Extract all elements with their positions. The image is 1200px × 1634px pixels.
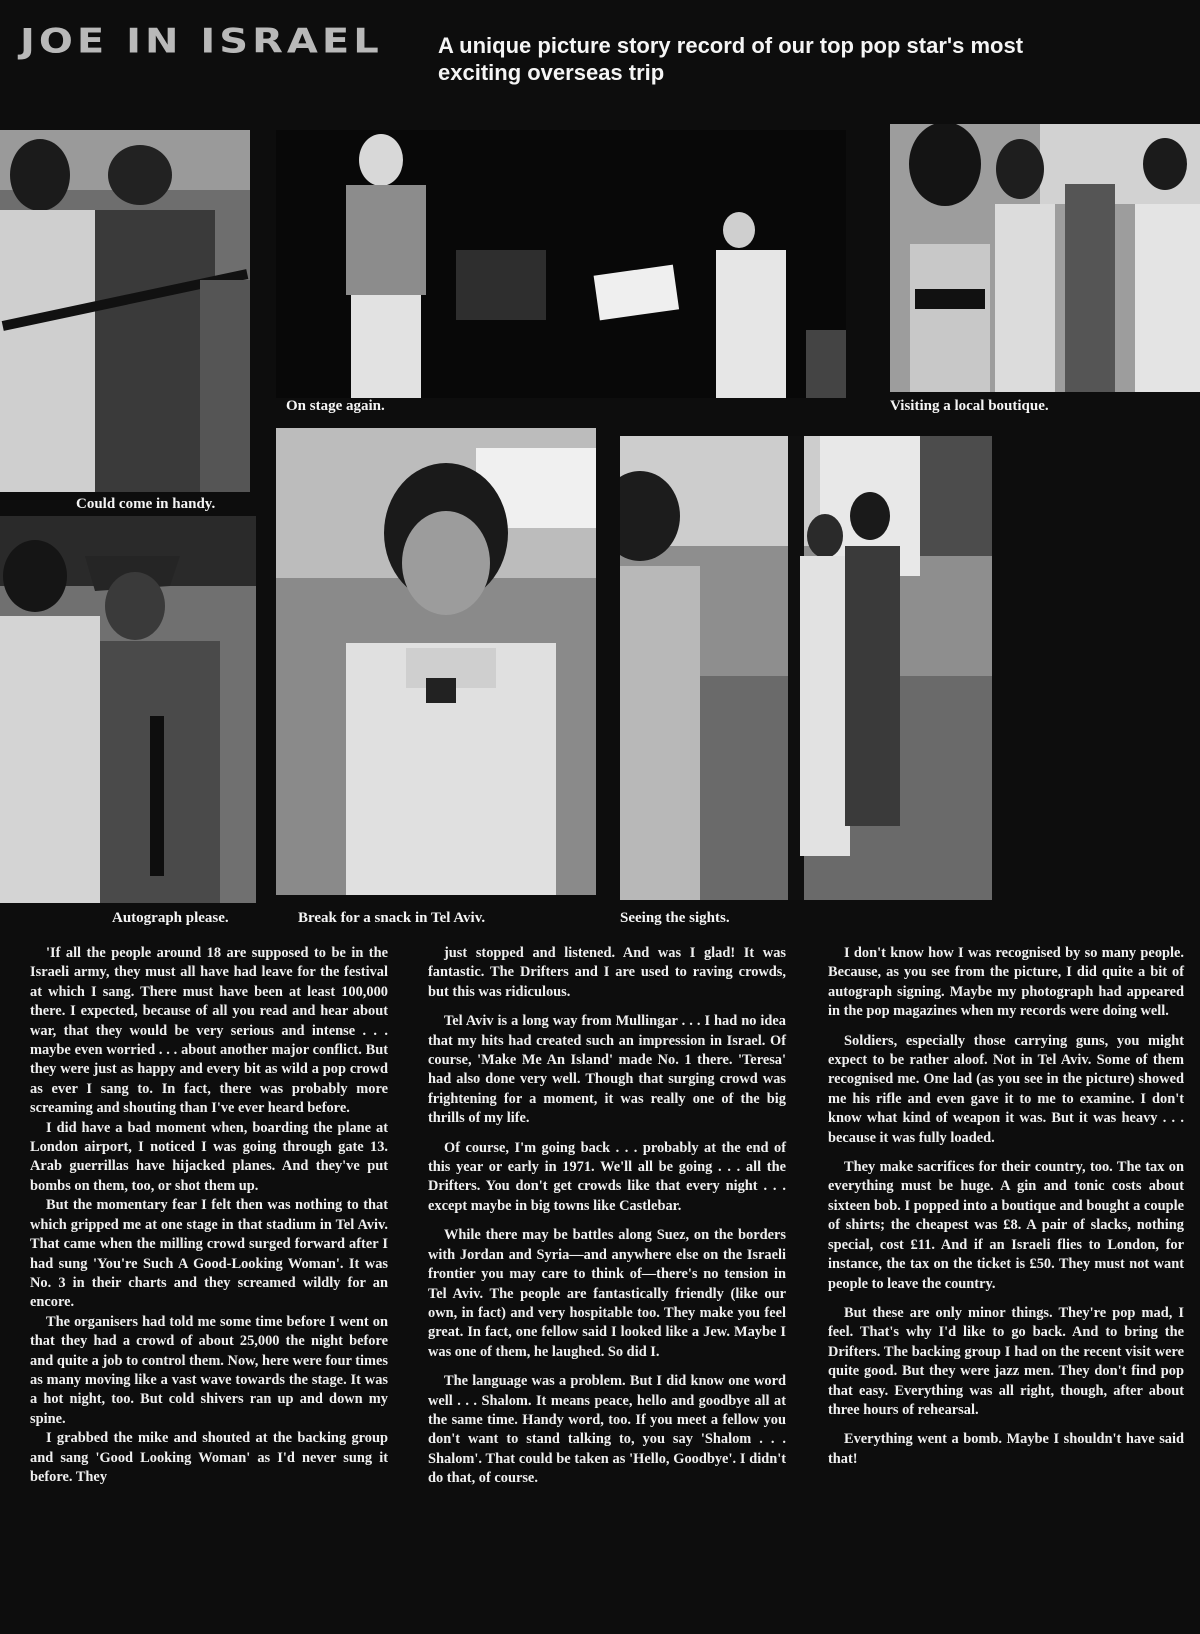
photo-autograph bbox=[0, 516, 256, 903]
caption-snack: Break for a snack in Tel Aviv. bbox=[298, 910, 486, 926]
article-column-2 bbox=[428, 944, 786, 1489]
col1-paragraph: The organisers had told me some time before I went on that they had a crowd of about 25,000 the night before and quite a job to control them. Now, here were four times as many moving like a vast wave towards the stage. It was a hot night, too. But cold shivers ran up and down my spine. bbox=[30, 1313, 388, 1427]
col2-paragraph: Of course, I'm going back . . . probably at the end of this year or early in 1971. We'll all be going . . . all the Drifters. You don't get crowds like that every night . . . except maybe in big towns like Castlebar. bbox=[428, 1139, 786, 1214]
photo-snack-image bbox=[276, 428, 596, 895]
article-column-1 bbox=[30, 944, 388, 1487]
caption-boutique: Visiting a local boutique. bbox=[890, 398, 1049, 414]
photo-rifle bbox=[0, 130, 250, 492]
col3-paragraph: I don't know how I was recognised by so many people. Because, as you see from the picture, I did quite a bit of autograph signing. Maybe my photograph had appeared in the pop magazines when my records were doing well. bbox=[828, 945, 1184, 1020]
col1-paragraph: I grabbed the mike and shouted at the backing group and sang 'Good Looking Woman' as I'd never sung it before. They bbox=[30, 1430, 388, 1485]
col1-paragraph: I did have a bad moment when, boarding the plane at London airport, I noticed I was going through gate 13. Arab guerrillas have hijacked planes. And they've put bombs on them, too, or shot them up. bbox=[30, 1119, 388, 1194]
col3-paragraph: They make sacrifices for their country, too. The tax on everything must be huge. A gin and tonic costs about sixteen bob. I popped into a boutique and bought a couple of shirts; the cheapest was £8. A pair of slacks, nothing special, cost £11. And if an Israeli flies to London, for instance, the tax on the ticket is £50. They must not want people to leave the country. bbox=[828, 1159, 1184, 1292]
caption-stage: On stage again. bbox=[286, 398, 385, 414]
col3-paragraph: Soldiers, especially those carrying guns, you might expect to be rather aloof. Not in Tel Aviv. Some of them recognised me. One lad (as you see in the picture) showed me his rifle and even gave it to me to examine. I don't know what kind of weapon it was. But it was heavy . . . because it was fully loaded. bbox=[828, 1032, 1184, 1146]
feature-logo: JOE IN ISRAEL bbox=[20, 22, 383, 62]
col1-paragraph: But the momentary fear I felt then was nothing to that which gripped me at one stage in that stadium in Tel Aviv. That came when the milling crowd surged forward after I had sung 'You're Such A Good-Looking Woman'. It was No. 3 in their charts and they screamed wildly for an encore. bbox=[30, 1197, 388, 1311]
photo-boutique bbox=[890, 124, 1200, 392]
photo-autograph-image bbox=[0, 516, 256, 903]
photo-stage bbox=[276, 130, 846, 398]
col3-paragraph: But these are only minor things. They're pop mad, I feel. That's why I'd like to go back. And to bring the Drifters. The backing group I had on the recent visit were quite good. But they were jazz men. They don't find pop that easy. Everything was all right, though, after about three hours of rehearsal. bbox=[828, 1304, 1184, 1418]
caption-autograph: Autograph please. bbox=[112, 910, 229, 926]
photo-stage-image bbox=[276, 130, 846, 398]
col2-paragraph: The language was a problem. But I did know one word well . . . Shalom. It means peace, hello and goodbye all at the same time. Handy word, too. If you meet a fellow you don't want to stand talking to, you say 'Shalom . . . Shalom'. That could be taken as 'Hello, Goodbye'. I didn't do that, of course. bbox=[428, 1373, 786, 1487]
caption-rifle: Could come in handy. bbox=[76, 496, 216, 512]
article-column-3 bbox=[828, 944, 1184, 1469]
photo-rifle-image bbox=[0, 130, 250, 492]
col3-paragraph: Everything went a bomb. Maybe I shouldn't have said that! bbox=[828, 1431, 1184, 1467]
photo-snack bbox=[276, 428, 596, 895]
col2-paragraph: Tel Aviv is a long way from Mullingar . . . I had no idea that my hits had created such an impression in Israel. Of course, 'Make Me An Island' made No. 1 there. 'Teresa' had also done very well. Though that surging crowd was frightening for a moment, it was really one of the big thrills of my life. bbox=[428, 1013, 786, 1127]
col1-paragraph: 'If all the people around 18 are supposed to be in the Israeli army, they must all have had leave for the festival at which I sang. There must have been at least 100,000 there. I expected, because of all you read and hear about war, that they would be very serious and intense . . . maybe even worried . . . about another major conflict. But they were just as happy and every bit as wild a pop crowd as ever I sang to. In fact, there was probably more screaming and shouting than I've ever heard before. bbox=[30, 945, 388, 1117]
caption-sights: Seeing the sights. bbox=[620, 910, 730, 926]
photo-boutique-image bbox=[890, 124, 1200, 392]
photo-sights bbox=[620, 436, 992, 900]
col2-paragraph: just stopped and listened. And was I glad! It was fantastic. The Drifters and I are used to raving crowds, but this was ridiculous. bbox=[428, 945, 786, 1000]
col2-paragraph: While there may be battles along Suez, on the borders with Jordan and Syria—and anywhere else on the Israeli frontier you may care to think of—there's no tension in Tel Aviv. The people are fantastically friendly (like our own, in fact) and very hospitable too. They make you feel great. In fact, one fellow said I looked like a Jew. Maybe I was one of them, he laughed. So did I. bbox=[428, 1227, 786, 1360]
feature-tagline: A unique picture story record of our top pop star's most exciting overseas trip bbox=[438, 33, 1024, 85]
photo-sights-image bbox=[620, 436, 992, 900]
